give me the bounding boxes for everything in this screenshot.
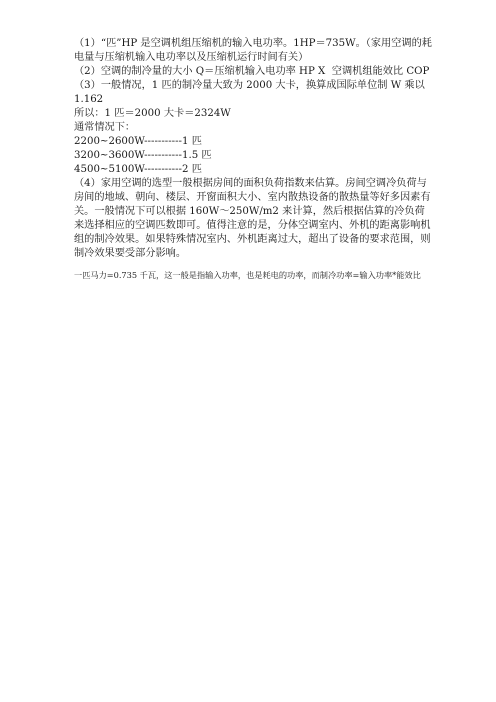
paragraph-result: 所以：1 匹＝2000 大卡＝2324W <box>74 108 231 119</box>
paragraph-conversion: （3）一般情况，1 匹的制冷量大致为 2000 大卡，换算成国际单位制 W 乘以 1.162 <box>74 80 429 105</box>
range-1hp: 2200~2600W-----------1 匹 <box>74 136 202 147</box>
paragraph-usual-cases: 通常情况下： <box>74 122 136 133</box>
range-1-5hp: 3200~3600W-----------1.5 匹 <box>74 150 212 161</box>
paragraph-selection: （4）家用空调的选型一般根据房间的面积负荷指数来估算。房间空调冷负荷与房间的地域、朝向、楼层、开窗面积大小、室内散热设备的散热量等好多因素有关。一般情况下可以根据 160W～250W/m2 来计算，然后根据估算的冷负荷来选择相应的空调匹数即可。值得注意的是，分体空调室内、外机的距离影响机组的制冷效果。如果特殊情况室内、外机距离过大，超出了设备的要求范围，则制冷效果要受部分影响。 <box>74 178 431 259</box>
footnote: 一匹马力=0.735 千瓦，这一般是指输入功率，也是耗电的功率，而制冷功率=输入功率*能效比 <box>74 270 421 280</box>
paragraph-hp-definition: （1）“匹”HP 是空调机组压缩机的输入电功率。1HP＝735W。（家用空调的耗电量与压缩机输入电功率以及压缩机运行时间有关） <box>74 38 432 63</box>
document-page <box>74 37 434 282</box>
range-2hp: 4500~5100W-----------2 匹 <box>74 164 202 175</box>
paragraph-cooling-capacity: （2）空调的制冷量的大小 Q＝压缩机输入电功率 HP X 空调机组能效比 COP <box>74 66 430 77</box>
